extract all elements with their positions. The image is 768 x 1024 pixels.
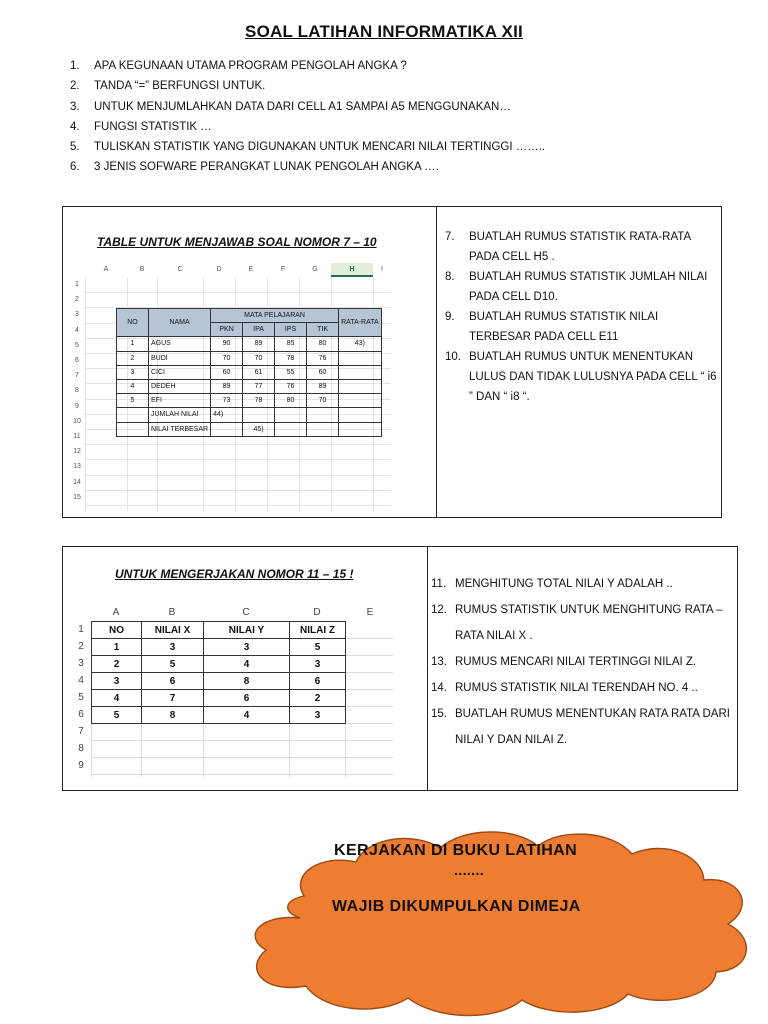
row-number: 9 [75, 402, 79, 410]
cell-value: 60 [211, 365, 243, 379]
empty-cell [307, 408, 339, 422]
section1-title: TABLE UNTUK MENJAWAB SOAL NOMOR 7 – 10 [97, 235, 377, 249]
question-9 [445, 307, 717, 347]
row-number: 7 [75, 372, 79, 380]
empty-cell [339, 422, 382, 436]
column-letter-selected: H [331, 263, 373, 277]
row-number: 4 [75, 326, 79, 334]
table-row [92, 673, 346, 690]
column-letter: E [248, 266, 254, 273]
question-number: 8. [445, 271, 455, 283]
header-mata-pelajaran: MATA PELAJARAN [211, 309, 339, 323]
row-number: 2 [78, 641, 84, 652]
question-text: RUMUS MENCARI NILAI TERTINGGI NILAI Z. [455, 656, 697, 668]
empty-cell [211, 422, 243, 436]
empty-cell [275, 408, 307, 422]
cell-value: 85 [275, 337, 307, 351]
table-row [117, 379, 382, 393]
table-row [117, 394, 382, 408]
table-row [117, 337, 382, 351]
question-number: 14. [431, 682, 447, 694]
section1-box [62, 206, 722, 518]
cell-value: 6 [204, 690, 290, 707]
cell-value: 4 [204, 656, 290, 673]
cell-no: 1 [117, 337, 149, 351]
question-text: UNTUK MENJUMLAHKAN DATA DARI CELL A1 SAMPAI A5 MENGGUNAKAN… [94, 100, 511, 113]
gridline [85, 505, 391, 506]
row-number: 5 [75, 341, 79, 349]
cell-value: 89 [243, 337, 275, 351]
cell-value: 2 [92, 656, 142, 673]
header-nama: NAMA [149, 309, 211, 337]
cell-value: 78 [243, 394, 275, 408]
column-letter: I [381, 266, 383, 273]
table-row [92, 656, 346, 673]
header-cell: NO [92, 622, 142, 639]
column-letter: A [112, 607, 120, 618]
cell-value: 3 [290, 707, 346, 724]
cell-value: 7 [142, 690, 204, 707]
column-letter: E [366, 607, 374, 618]
row-number: 1 [78, 624, 84, 635]
section2-divider [427, 547, 428, 790]
header-subject: TIK [307, 323, 339, 337]
empty-cell [243, 408, 275, 422]
question-text: 3 JENIS SOFWARE PERANGKAT LUNAK PENGOLAH ANGKA …. [94, 161, 439, 174]
cell-value: 61 [243, 365, 275, 379]
cell-value: 90 [211, 337, 243, 351]
cell-value: 73 [211, 394, 243, 408]
column-letter: A [103, 266, 109, 273]
question-text: RUMUS STATISTIK NILAI TERENDAH NO. 4 .. [455, 682, 698, 694]
cell-value: 8 [204, 673, 290, 690]
cell-value: 89 [211, 379, 243, 393]
question-number: 1. [70, 60, 80, 72]
question-number: 11. [431, 578, 447, 590]
terbesar-value: 45) [243, 422, 275, 436]
cell-no: 2 [117, 351, 149, 365]
table-row [92, 639, 346, 656]
question-number: 2. [70, 80, 80, 93]
empty-cell [339, 408, 382, 422]
cell-value: 6 [142, 673, 204, 690]
row-number: 8 [75, 387, 79, 395]
cell-value: 3 [92, 673, 142, 690]
question-number: 15. [431, 708, 447, 720]
question-3 [70, 97, 545, 117]
table-row [117, 365, 382, 379]
question-text: FUNGSI STATISTIK … [94, 120, 212, 133]
question-number: 9. [445, 311, 455, 323]
question-text: BUATLAH RUMUS STATISTIK RATA-RATA PADA CELL H5 . [469, 231, 691, 263]
row-number: 14 [73, 478, 81, 486]
column-letter: G [312, 266, 318, 273]
header-rata-rata: RATA-RATA [339, 309, 382, 337]
row-number: 12 [73, 448, 81, 456]
cell-no: 5 [117, 394, 149, 408]
question-11 [431, 571, 731, 597]
cell-nama: AGUS [149, 337, 211, 351]
cell-value: 60 [307, 365, 339, 379]
gridline [85, 292, 391, 293]
jumlah-value: 44) [211, 408, 243, 422]
jumlah-label: JUMLAH NILAI [149, 408, 211, 422]
empty-cell [117, 408, 149, 422]
question-number: 4. [70, 120, 80, 133]
cell-value: 2 [290, 690, 346, 707]
cell-value: 76 [275, 379, 307, 393]
cell-nama: CICI [149, 365, 211, 379]
question-text: RUMUS STATISTIK UNTUK MENGHITUNG RATA – RATA NILAI X . [455, 604, 723, 642]
empty-cell [307, 422, 339, 436]
question-number: 7. [445, 231, 455, 243]
cell-value: 55 [275, 365, 307, 379]
cell-value: 3 [290, 656, 346, 673]
header-no: NO [117, 309, 149, 337]
header-subject: PKN [211, 323, 243, 337]
header-subject: IPS [275, 323, 307, 337]
question-10 [445, 347, 717, 407]
cell-no: 4 [117, 379, 149, 393]
section2-box [62, 546, 738, 791]
cell-rata [339, 351, 382, 365]
question-number: 3. [70, 100, 80, 113]
cell-value: 1 [92, 639, 142, 656]
gridline [91, 740, 393, 741]
cell-value: 6 [290, 673, 346, 690]
cell-value: 70 [307, 394, 339, 408]
spreadsheet-1 [71, 263, 391, 511]
question-6 [70, 157, 545, 177]
values-table [91, 621, 346, 724]
cell-value: 5 [92, 707, 142, 724]
cell-value: 3 [204, 639, 290, 656]
empty-cell [117, 422, 149, 436]
cloud-callout [240, 818, 760, 1024]
cell-value: 70 [211, 351, 243, 365]
row-number: 7 [78, 726, 84, 737]
cell-no: 3 [117, 365, 149, 379]
header-cell: NILAI X [142, 622, 204, 639]
question-number: 12. [431, 604, 447, 616]
question-13 [431, 649, 731, 675]
cell-value: 4 [92, 690, 142, 707]
empty-cell [275, 422, 307, 436]
column-letter: C [177, 266, 183, 273]
cell-value: 76 [307, 351, 339, 365]
table-row [92, 690, 346, 707]
cell-value: 3 [142, 639, 204, 656]
column-letter: D [216, 266, 222, 273]
page-title: SOAL LATIHAN INFORMATIKA XII [245, 22, 523, 41]
callout-line-3: WAJIB DIKUMPULKAN DIMEJA [332, 898, 581, 915]
question-2 [70, 76, 545, 96]
cell-value: 80 [307, 337, 339, 351]
row-number: 11 [73, 433, 81, 440]
cell-value: 5 [142, 656, 204, 673]
row-number: 6 [75, 357, 79, 364]
gridline [91, 757, 393, 758]
question-list-11-15 [431, 571, 731, 753]
row-number: 15 [73, 493, 81, 501]
question-text: TULISKAN STATISTIK YANG DIGUNAKAN UNTUK MENCARI NILAI TERTINGGI …….. [94, 141, 546, 154]
header-cell: NILAI Z [290, 622, 346, 639]
cell-value: 4 [204, 707, 290, 724]
cell-nama: EFI [149, 394, 211, 408]
column-letter: B [168, 607, 176, 618]
question-list-7-10 [445, 227, 717, 407]
column-letter: B [139, 266, 145, 273]
gridline [85, 459, 391, 460]
row-number: 9 [78, 760, 84, 771]
table-row [117, 351, 382, 365]
question-text: MENGHITUNG TOTAL NILAI Y ADALAH .. [455, 578, 673, 590]
row-number: 5 [78, 692, 84, 703]
row-number: 10 [73, 417, 81, 425]
row-number: 3 [75, 311, 79, 319]
question-12 [431, 597, 731, 649]
cell-rata [339, 394, 382, 408]
column-letter: D [313, 607, 321, 618]
question-text: BUATLAH RUMUS STATISTIK JUMLAH NILAI PADA CELL D10. [469, 271, 708, 303]
section2-title: UNTUK MENGERJAKAN NOMOR 11 – 15 ! [115, 567, 354, 581]
question-text: BUATLAH RUMUS STATISTIK NILAI TERBESAR PADA CELL E11 [469, 311, 659, 343]
question-7 [445, 227, 717, 267]
table-row [92, 707, 346, 724]
row-number: 1 [75, 281, 79, 288]
cell-nama: DEDEH [149, 379, 211, 393]
callout-line-1: KERJAKAN DI BUKU LATIHAN [334, 842, 578, 859]
question-15 [431, 701, 731, 753]
section1-divider [436, 207, 437, 517]
gridline [91, 774, 393, 775]
header-cell: NILAI Y [204, 622, 290, 639]
cell-value: 77 [243, 379, 275, 393]
row-number: 3 [78, 658, 84, 669]
question-number: 5. [70, 141, 80, 154]
question-text: BUATLAH RUMUS MENENTUKAN RATA RATA DARI NILAI Y DAN NILAI Z. [455, 708, 730, 746]
cell-value: 89 [307, 379, 339, 393]
cell-value: 8 [142, 707, 204, 724]
question-1 [70, 56, 545, 76]
column-letter: C [242, 607, 250, 618]
spreadsheet-2 [73, 605, 393, 777]
cell-rata [339, 365, 382, 379]
question-number: 13. [431, 656, 447, 668]
row-number: 2 [75, 296, 79, 304]
row-number: 8 [78, 743, 84, 754]
cell-value: 70 [243, 351, 275, 365]
gridline [85, 277, 86, 511]
cell-nama: BUDI [149, 351, 211, 365]
question-4 [70, 117, 545, 137]
terbesar-label: NILAI TERBESAR [149, 422, 211, 436]
question-list-1-6 [70, 56, 545, 178]
question-14 [431, 675, 731, 701]
cell-rata [339, 379, 382, 393]
cell-value: 5 [290, 639, 346, 656]
question-number: 10. [445, 351, 461, 363]
row-number: 13 [73, 463, 81, 471]
row-number: 4 [78, 675, 84, 686]
question-8 [445, 267, 717, 307]
grades-table [116, 308, 382, 437]
header-subject: IPA [243, 323, 275, 337]
question-text: BUATLAH RUMUS UNTUK MENENTUKAN LULUS DAN TIDAK LULUSNYA PADA CELL “ i6 ” DAN “ i8 “. [469, 351, 717, 403]
question-5 [70, 137, 545, 157]
question-text: APA KEGUNAAN UTAMA PROGRAM PENGOLAH ANGKA ? [94, 60, 407, 72]
column-letter: F [280, 266, 286, 273]
question-number: 6. [70, 161, 80, 174]
cell-value: 78 [275, 351, 307, 365]
gridline [85, 475, 391, 476]
callout-line-2: ....... [454, 862, 485, 878]
cell-value: 80 [275, 394, 307, 408]
cell-rata: 43) [339, 337, 382, 351]
gridline [85, 490, 391, 491]
row-number: 6 [78, 709, 84, 720]
gridline [85, 444, 391, 445]
question-text: TANDA “=” BERFUNGSI UNTUK. [94, 80, 266, 93]
